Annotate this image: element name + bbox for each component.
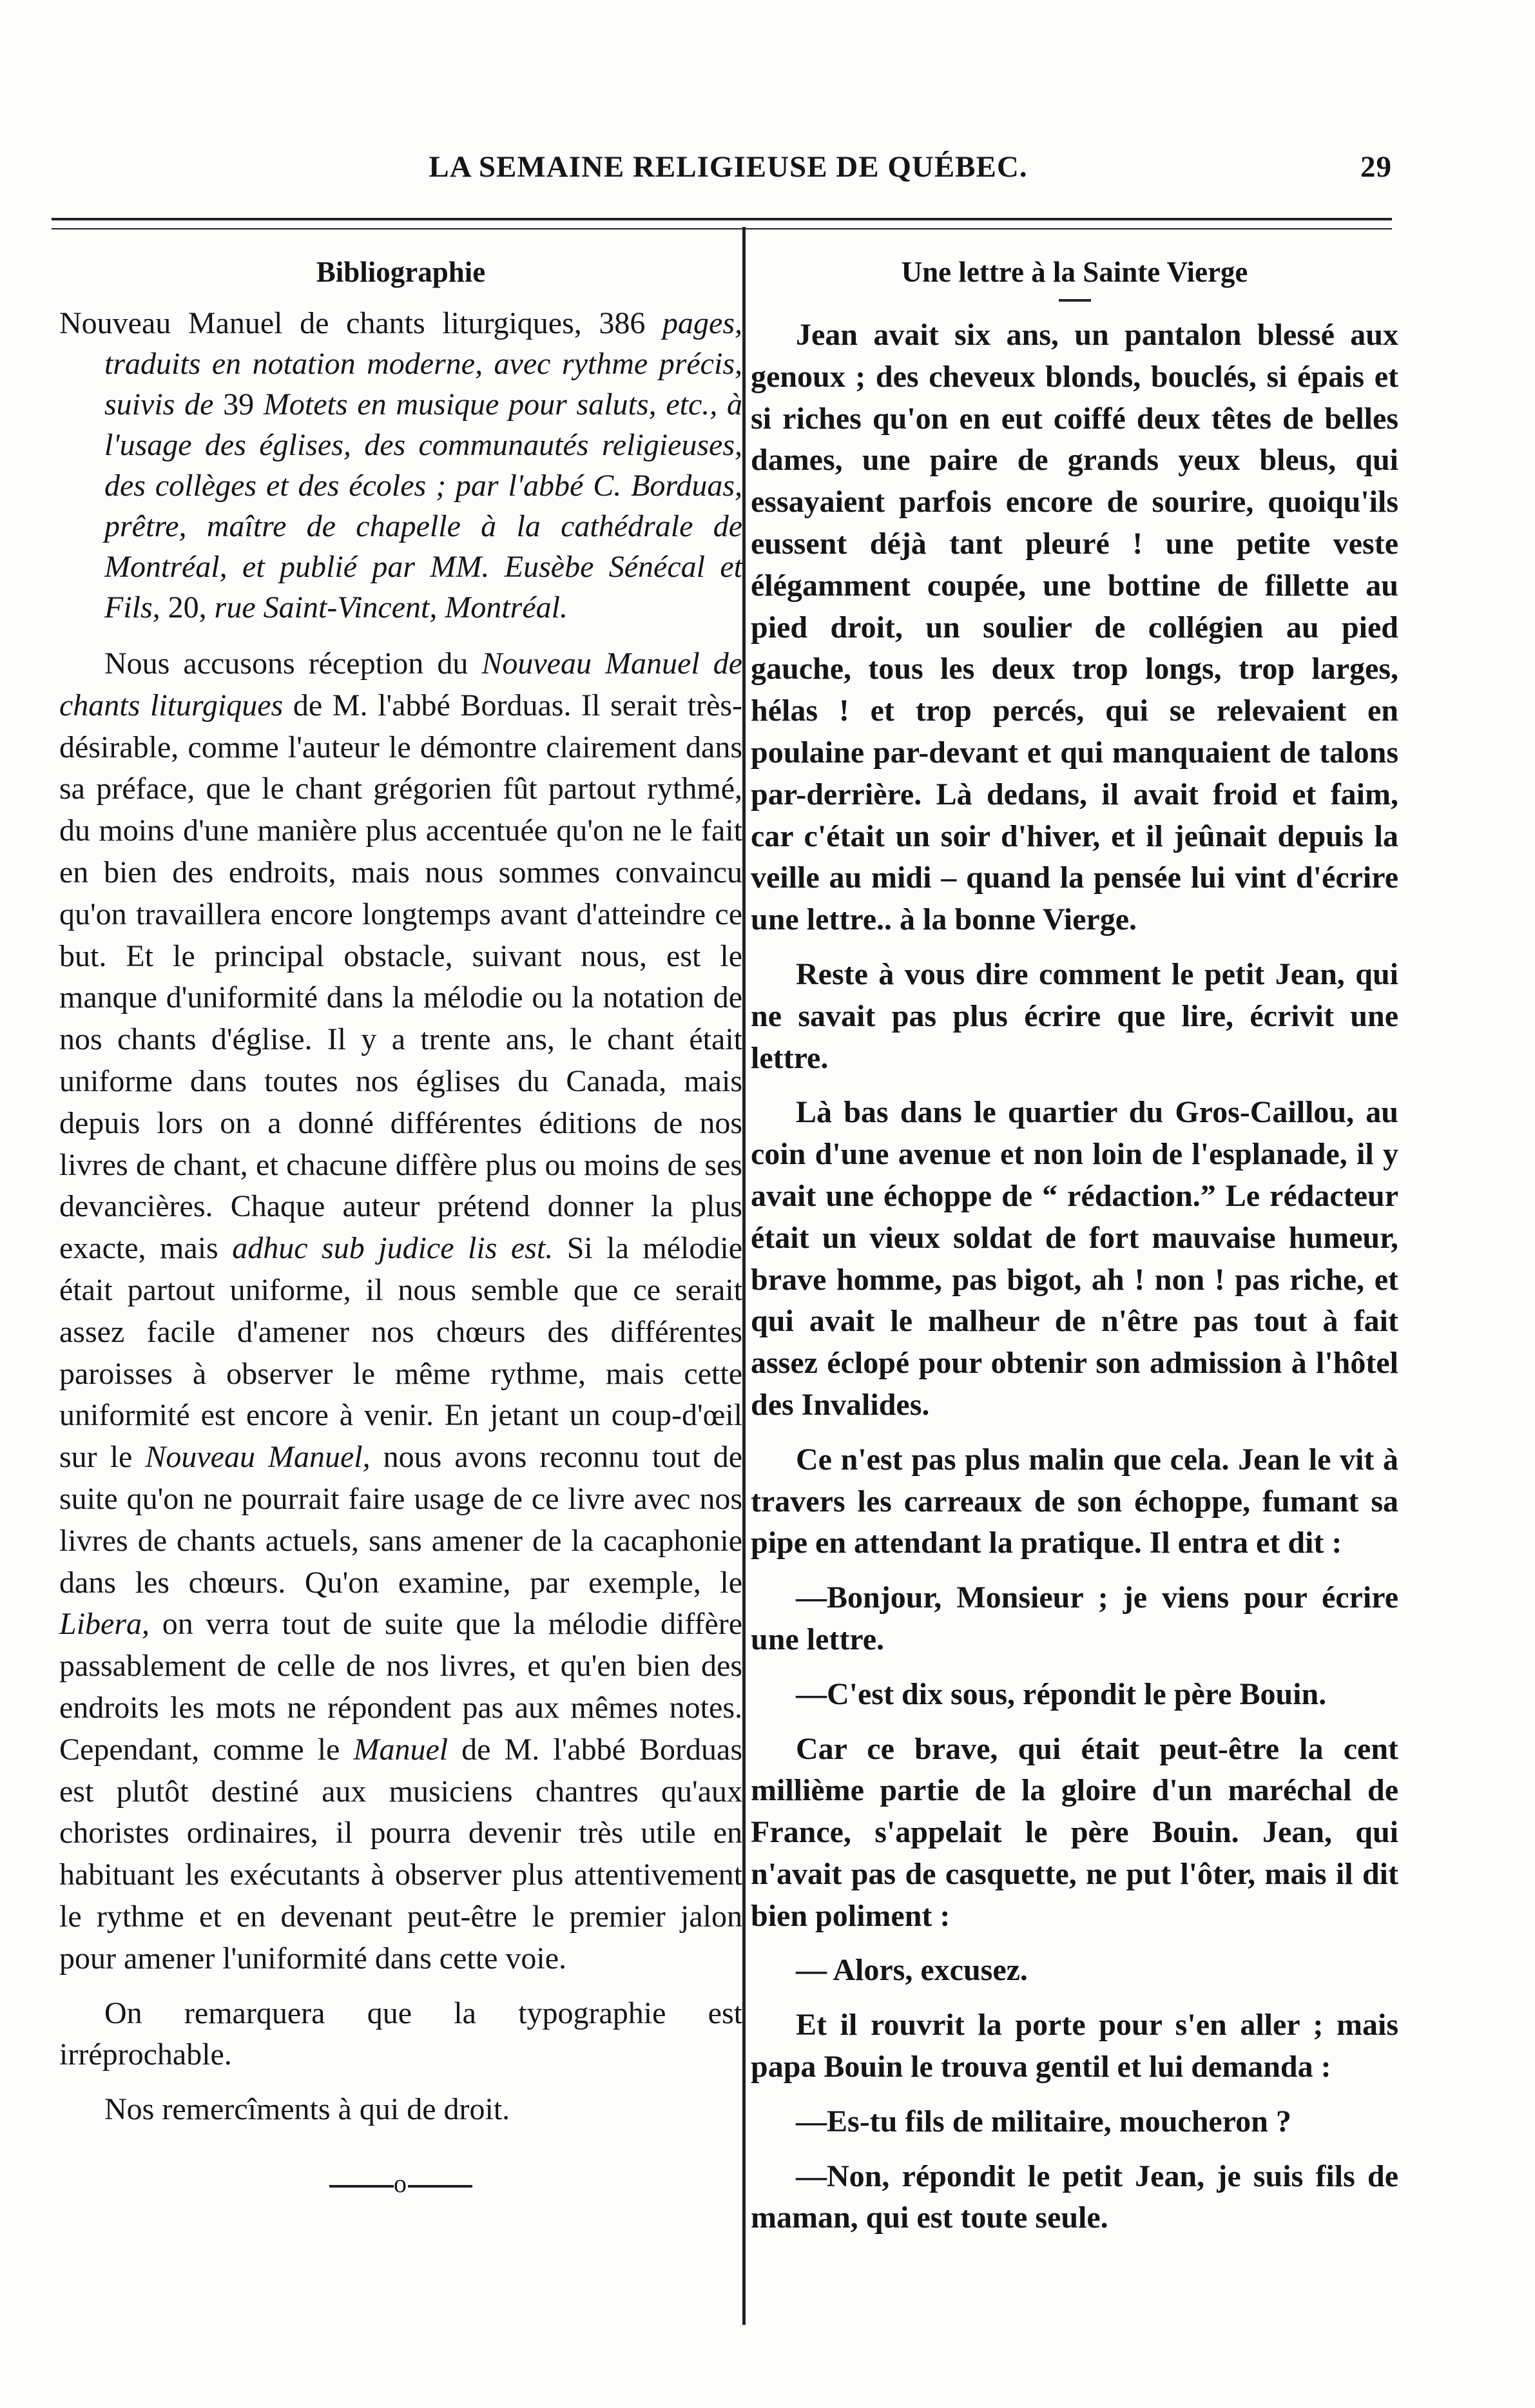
review-paragraph-2: On remarquera que la typographie est irréprochable. [59,1995,742,2072]
ornament-glyph: o [394,2168,408,2198]
story-paragraph: Ce n'est pas plus malin que cela. Jean le vit à travers les carreaux de son échoppe, fumant sa pipe en attendant la pratique. Il entra et dit : [751,1442,1398,1560]
story-paragraph: Car ce brave, qui était peut-être la cent millième partie de la gloire d'un maréchal de France, s'appelait le père Bouin. Jean, qui n'avait pas de casquette, ne put l'ôter, mais il dit bien poliment : [751,1731,1398,1933]
review-italic: Libera, [59,1607,150,1642]
review-italic: Nouveau Manuel de chants liturgiques [59,646,742,723]
story-paragraph: Jean avait six ans, un pantalon blessé aux genoux ; des cheveux blonds, bouclés, si épais et si riches qu'on en eut coiffé deux têtes de belles dames, une paire de grands yeux bleus, qui essayaient parfois encore de sourire, quoiqu'ils eussent déjà tant pleuré ! une petite veste élégamment coupée, une bottine de fillette au pied droit, un soulier de collégien au pied gauche, tous les deux trop longs, trop larges, hélas ! et trop percés, qui se relevaient en poulaine par-devant et qui manquaient de talons par-derrière. Là dedans, il avait froid et faim, car c'était un soir d'hiver, et il jeûnait depuis la veille au midi – quand la pensée lui vint d'écrire une lettre.. à la bonne Vierge. [751,318,1398,937]
bibliographic-reference [59,303,742,628]
page-number: 29 [1360,150,1392,184]
story-paragraph: —Es-tu fils de militaire, moucheron ? [796,2104,1291,2139]
review-text: de M. l'abbé Borduas est plutôt destiné aux musiciens chantres qu'aux choristes ordinaires, il pourra devenir très utile en habituant les exécutants à observer plus attentivement le rythme et en devenant peut-être le premier jalon pour amener l'uniformité dans cette voie. [59,1732,743,1976]
review-italic: adhuc sub judice lis est. [232,1231,554,1266]
reference-lead: Nouveau Manuel de chants liturgiques, 386 [59,306,663,340]
section-title-bibliographie: Bibliographie [316,256,486,288]
running-header [64,141,1392,199]
review-text: on verra tout de suite que la mélodie diffère passablement de celle de nos livres, et qu'en bien des endroits les mots ne répondent pas aux mêmes notes. Cependant, comme le [59,1607,742,1767]
story-paragraph: Et il rouvrit la porte pour s'en aller ; mais papa Bouin le trouva gentil et lui demanda : [751,2008,1398,2084]
review-text: nous avons reconnu tout de suite qu'on ne pourrait faire usage de ce livre avec nos livres de chants actuels, sans amener de la cacaphonie dans les chœurs. Qu'on examine, par exemple, le [59,1440,743,1600]
reference-plain-1: 39 [223,387,264,422]
right-column [751,232,1398,2239]
review-paragraph-3: Nos remercîments à qui de droit. [104,2092,510,2127]
title-dash [1059,299,1091,302]
story-paragraph: —Bonjour, Monsieur ; je viens pour écrire une lettre. [751,1580,1398,1656]
reference-italic-3: rue Saint-Vincent, Montréal. [214,590,568,625]
section-title-lettre: Une lettre à la Sainte Vierge [901,256,1248,288]
column-divider [742,227,746,2325]
story-paragraph: —Non, répondit le petit Jean, je suis fils de maman, qui est toute seule. [751,2159,1398,2235]
reference-plain-2: 20, [168,590,215,625]
story-paragraph: Là bas dans le quartier du Gros-Caillou, au coin d'une avenue et non loin de l'esplanade, il y avait une échoppe de “ rédaction.” Le rédacteur était un vieux soldat de fort mauvaise humeur, brave homme, pas bigot, ah ! non ! pas riche, et qui avait le malheur de n'être pas tout à fait assez éclopé pour obtenir son admission à l'hôtel des Invalides. [751,1095,1398,1422]
review-italic: Nouveau Manuel, [145,1440,371,1475]
review-text: Si la mélodie était partout uniforme, il nous semble que ce serait assez facile d'amener nos chœurs des différentes paroisses à observer le même rythme, mais cette uniformité est encore à venir. En jetant un coup-d'œil sur le [59,1231,743,1475]
reference-italic-1: pages, traduits en notation moderne, avec rythme précis, suivis de [104,306,742,422]
header-rule [52,218,1392,229]
left-column [59,232,742,2205]
journal-title: LA SEMAINE RELIGIEUSE DE QUÉBEC. [429,150,1028,184]
section-end-ornament [59,2163,742,2205]
review-paragraph-1 [59,643,742,1980]
reference-italic-2: Motets en musique pour saluts, etc., à l'usage des églises, des communautés religieuses, des collèges et des écoles ; par l'abbé C. Borduas, prêtre, maître de chapelle à la cathédrale de Montréal, et publié par MM. Eusèbe Sénécal et Fils, [104,387,743,625]
story-paragraph: —C'est dix sous, répondit le père Bouin. [796,1676,1327,1711]
story-paragraph: — Alors, excusez. [796,1953,1028,1988]
review-italic: Manuel [353,1732,449,1767]
review-text: de M. l'abbé Borduas. Il serait très-désirable, comme l'auteur le démontre clairement dans sa préface, que le chant grégorien fût partout rythmé, du moins d'une manière plus accentuée qu'on ne le fait en bien des endroits, mais nous sommes convaincu qu'on travaillera encore longtemps avant d'atteindre ce but. Et le principal obstacle, suivant nous, est le manque d'uniformité dans la mélodie ou la notation de nos chants d'église. Il y a trente ans, le chant était uniforme dans toutes nos églises du Canada, mais depuis lors on a donné différentes éditions de nos livres de chant, et chacune diffère plus ou moins de ses devancières. Chaque auteur prétend donner la plus exacte, mais [59,688,742,1266]
story-paragraph: Reste à vous dire comment le petit Jean, qui ne savait pas plus écrire que lire, écrivit une lettre. [751,956,1398,1075]
review-text: Nous accusons réception du [104,646,482,681]
